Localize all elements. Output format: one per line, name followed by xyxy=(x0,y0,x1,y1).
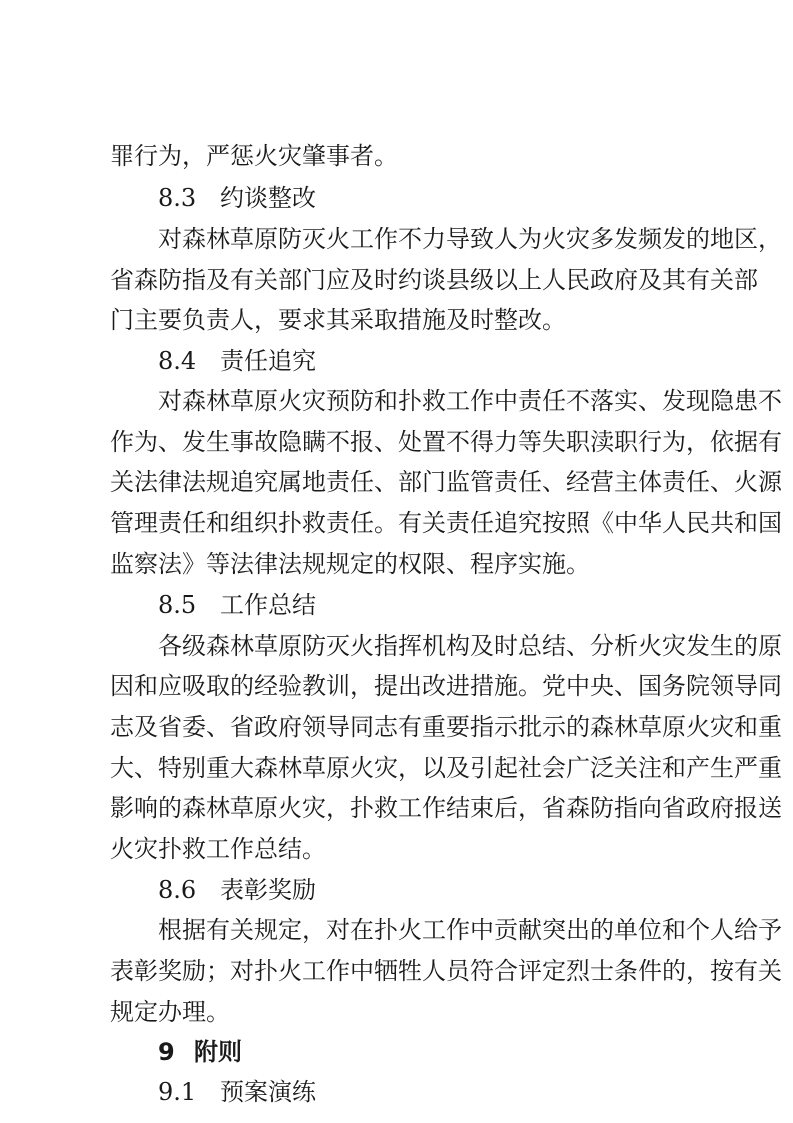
paragraph-line: 表彰奖励；对扑火工作中牺牲人员符合评定烈士条件的，按有关 xyxy=(110,957,782,985)
section-title: 预案演练 xyxy=(220,1078,316,1106)
section-title: 附则 xyxy=(194,1038,242,1066)
paragraph-line: 对森林草原火灾预防和扑救工作中责任不落实、发现隐患不 xyxy=(158,387,782,415)
section-number: 8.6 xyxy=(158,876,197,904)
paragraph-line: 对森林草原防灭火工作不力导致人为火灾多发频发的地区， xyxy=(158,225,782,253)
section-heading-8-6 xyxy=(158,870,690,910)
section-title: 责任追究 xyxy=(220,347,316,375)
section-heading-9 xyxy=(158,1032,690,1072)
section-number: 8.3 xyxy=(158,184,197,212)
paragraph-line: 省森防指及有关部门应及时约谈县级以上人民政府及其有关部 xyxy=(110,266,758,294)
section-title: 表彰奖励 xyxy=(220,876,316,904)
paragraph-line: 门主要负责人，要求其采取措施及时整改。 xyxy=(110,306,566,334)
section-title: 工作总结 xyxy=(220,591,316,619)
paragraph-line: 作为、发生事故隐瞒不报、处置不得力等失职渎职行为，依据有 xyxy=(110,428,782,456)
section-heading-8-4 xyxy=(158,341,690,381)
paragraph-line: 监察法》等法律法规规定的权限、程序实施。 xyxy=(110,550,590,578)
section-number: 9.1 xyxy=(158,1078,197,1106)
section-number: 9 xyxy=(158,1038,175,1066)
paragraph-line: 因和应吸取的经验教训，提出改进措施。党中央、国务院领导同 xyxy=(110,672,782,700)
section-number: 8.5 xyxy=(158,591,197,619)
paragraph-line: 罪行为，严惩火灾肇事者。 xyxy=(110,142,398,170)
section-number: 8.4 xyxy=(158,347,197,375)
section-heading-9-1 xyxy=(158,1072,690,1112)
paragraph-line: 志及省委、省政府领导同志有重要指示批示的森林草原火灾和重 xyxy=(110,713,782,741)
paragraph-line: 管理责任和组织扑救责任。有关责任追究按照《中华人民共和国 xyxy=(110,509,782,537)
paragraph-line: 规定办理。 xyxy=(110,998,230,1026)
section-title: 约谈整改 xyxy=(220,184,316,212)
paragraph-line: 根据有关规定，对在扑火工作中贡献突出的单位和个人给予 xyxy=(158,916,782,944)
paragraph-line: 关法律法规追究属地责任、部门监管责任、经营主体责任、火源 xyxy=(110,468,782,496)
paragraph-line: 大、特别重大森林草原火灾，以及引起社会广泛关注和产生严重 xyxy=(110,754,782,782)
paragraph-line: 影响的森林草原火灾，扑救工作结束后，省森防指向省政府报送 xyxy=(110,794,782,822)
section-heading-8-3 xyxy=(158,178,690,218)
paragraph-line: 火灾扑救工作总结。 xyxy=(110,835,326,863)
section-heading-8-5 xyxy=(158,585,690,625)
paragraph-line: 各级森林草原防灭火指挥机构及时总结、分析火灾发生的原 xyxy=(158,632,782,660)
